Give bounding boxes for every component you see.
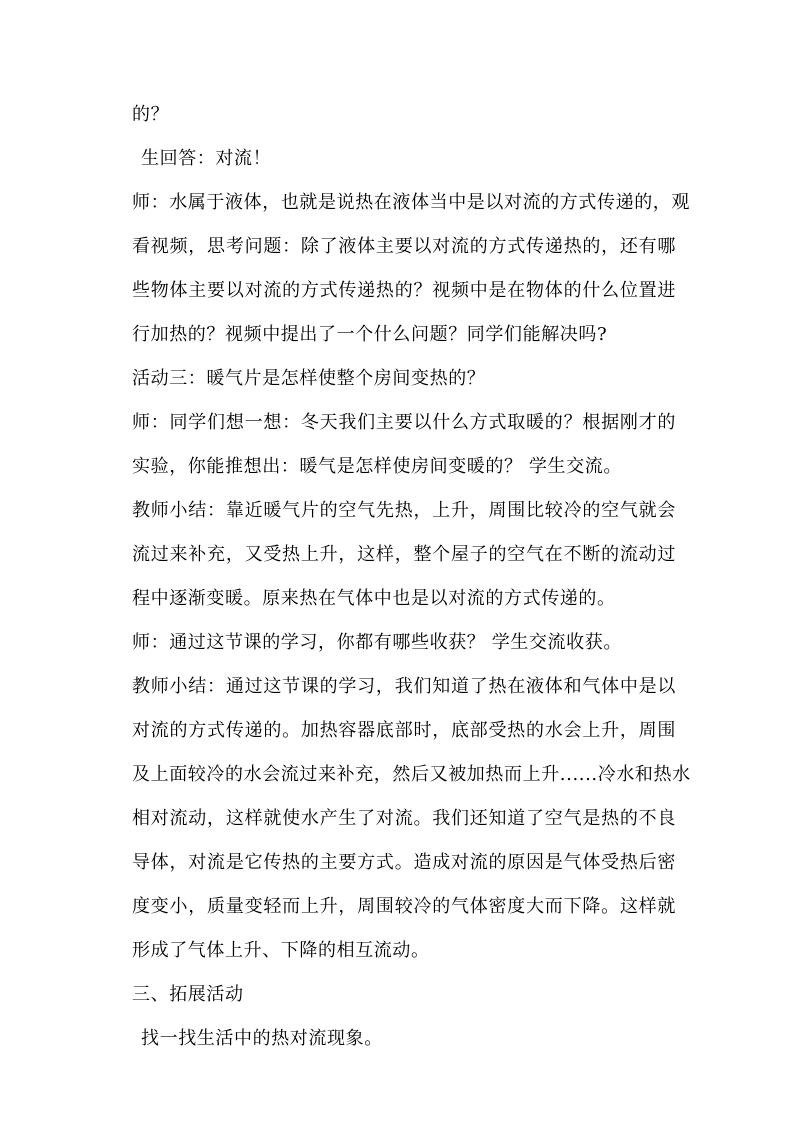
text-line: 些物体主要以对流的方式传递热的？视频中是在物体的什么位置进 <box>132 280 676 301</box>
text-line: 的？ <box>132 104 170 125</box>
text-line: 实验，你能推想出：暖气是怎样使房间变暖的？ 学生交流。 <box>132 456 622 477</box>
text-line: 看视频，思考问题：除了液体主要以对流的方式传递热的，还有哪 <box>132 236 676 257</box>
student-answer-line: 生回答：对流！ <box>141 148 272 169</box>
document-body <box>132 100 691 1068</box>
extension-task-line: 找一找生活中的热对流现象。 <box>141 1028 383 1049</box>
text-line: 流过来补充，又受热上升，这样，整个屋子的空气在不断的流动过 <box>132 544 676 565</box>
text-line: 教师小结：靠近暖气片的空气先热，上升，周围比较冷的空气就会 <box>132 500 676 521</box>
text-line: 导体，对流是它传热的主要方式。造成对流的原因是气体受热后密 <box>132 852 676 873</box>
text-line: 及上面较冷的水会流过来补充，然后又被加热而上升......冷水和热水 <box>132 764 691 785</box>
text-line: 师：通过这节课的学习，你都有哪些收获？ 学生交流收获。 <box>132 632 622 653</box>
text-line: 相对流动，这样就使水产生了对流。我们还知道了空气是热的不良 <box>132 808 676 829</box>
text-line: 度变小，质量变轻而上升，周围较冷的气体密度大而下降。这样就 <box>132 896 676 917</box>
text-line: 教师小结：通过这节课的学习，我们知道了热在液体和气体中是以 <box>132 676 676 697</box>
activity-heading: 活动三：暖气片是怎样使整个房间变热的？ <box>132 368 486 389</box>
text-line: 行加热的？视频中提出了一个什么问题？同学们能解决吗? <box>132 324 608 345</box>
text-line: 程中逐渐变暖。原来热在气体中也是以对流的方式传递的。 <box>132 588 616 609</box>
text-line: 形成了气体上升、下降的相互流动。 <box>132 940 430 961</box>
text-line: 师：水属于液体，也就是说热在液体当中是以对流的方式传递的，观 <box>132 192 690 213</box>
section-heading: 三、拓展活动 <box>132 984 244 1005</box>
text-line: 师：同学们想一想：冬天我们主要以什么方式取暖的？根据刚才的 <box>132 412 676 433</box>
text-line: 对流的方式传递的。加热容器底部时，底部受热的水会上升，周围 <box>132 720 676 741</box>
